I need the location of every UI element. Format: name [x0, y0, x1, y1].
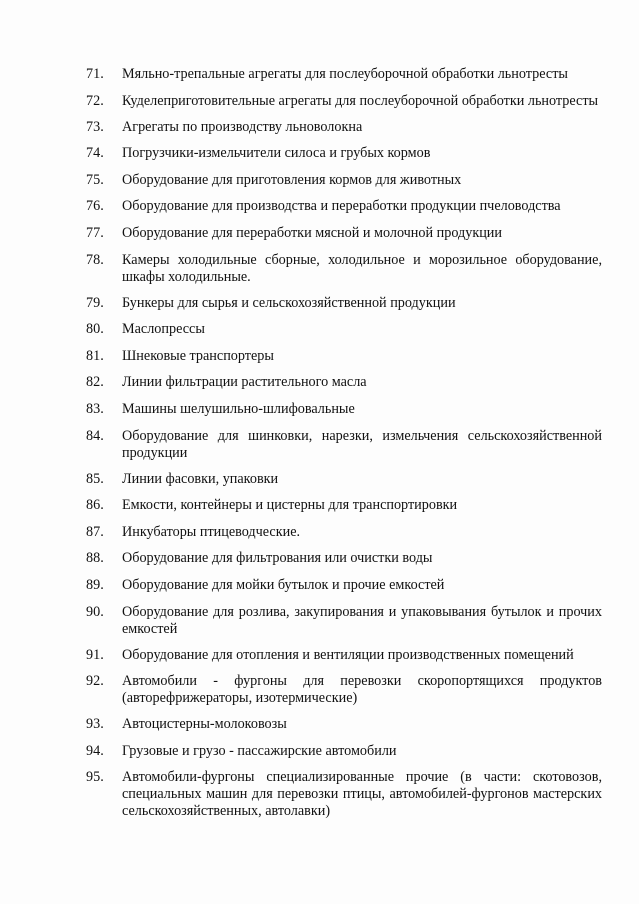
item-number: 87.	[86, 523, 104, 540]
list-item	[86, 673, 602, 707]
item-number: 74.	[86, 145, 104, 162]
item-text: Оборудование для мойки бутылок и прочие емкостей	[122, 576, 445, 593]
list-item	[86, 66, 602, 83]
list-item	[86, 295, 602, 312]
item-text: Шнековые транспортеры	[122, 347, 274, 364]
list-item	[86, 428, 602, 462]
item-number: 72.	[86, 92, 104, 109]
list-item	[86, 401, 602, 418]
list-item	[86, 374, 602, 391]
item-number: 95.	[86, 769, 104, 786]
item-number: 88.	[86, 550, 104, 567]
equipment-list	[86, 66, 602, 829]
list-item	[86, 471, 602, 488]
item-text: Погрузчики-измельчители силоса и грубых кормов	[122, 145, 431, 162]
list-item	[86, 604, 602, 638]
list-item	[86, 743, 602, 760]
item-text: Автомобили - фургоны для перевозки скоропортящихся продуктов (авторефрижераторы, изотермические)	[122, 673, 602, 707]
list-item	[86, 252, 602, 286]
item-number: 92.	[86, 673, 104, 690]
item-number: 89.	[86, 576, 104, 593]
list-item	[86, 321, 602, 338]
item-number: 94.	[86, 742, 104, 759]
item-text: Машины шелушильно-шлифовальные	[122, 400, 355, 417]
list-item	[86, 550, 602, 567]
list-item	[86, 198, 602, 215]
item-text: Автомобили-фургоны специализированные прочие (в части: скотовозов, специальных машин для перевозки птицы, автомобилей-фургонов мастерских сельскохозяйственных, автолавки)	[122, 769, 602, 820]
item-number: 93.	[86, 716, 104, 733]
item-text: Оборудование для переработки мясной и молочной продукции	[122, 224, 502, 241]
item-number: 73.	[86, 118, 104, 135]
item-text: Оборудование для производства и переработки продукции пчеловодства	[122, 198, 561, 215]
list-item	[86, 225, 602, 242]
item-text: Линии фасовки, упаковки	[122, 470, 279, 487]
item-number: 82.	[86, 374, 104, 391]
list-item	[86, 93, 602, 110]
item-number: 77.	[86, 224, 104, 241]
item-text: Маслопрессы	[122, 321, 205, 338]
list-item	[86, 348, 602, 365]
list-item	[86, 524, 602, 541]
item-text: Бункеры для сырья и сельскохозяйственной продукции	[122, 294, 456, 311]
item-text: Оборудование для отопления и вентиляции производственных помещений	[122, 646, 574, 663]
item-text: Камеры холодильные сборные, холодильное и морозильное оборудование, шкафы холодильные.	[122, 251, 602, 285]
item-text: Грузовые и грузо - пассажирские автомобили	[122, 742, 397, 759]
list-item	[86, 497, 602, 514]
item-number: 83.	[86, 400, 104, 417]
list-item	[86, 119, 602, 136]
item-text: Оборудование для розлива, закупирования и упаковывания бутылок и прочих емкостей	[122, 603, 602, 637]
item-number: 90.	[86, 603, 104, 620]
item-text: Мяльно-трепальные агрегаты для послеуборочной обработки льнотресты	[122, 66, 568, 82]
item-text: Оборудование для фильтрования или очистки воды	[122, 550, 433, 567]
item-number: 75.	[86, 171, 104, 188]
item-number: 79.	[86, 294, 104, 311]
item-number: 84.	[86, 427, 104, 444]
item-text: Емкости, контейнеры и цистерны для транспортировки	[122, 497, 458, 514]
list-item	[86, 577, 602, 594]
item-number: 76.	[86, 198, 104, 215]
item-number: 71.	[86, 66, 104, 82]
list-item	[86, 172, 602, 189]
item-text: Оборудование для приготовления кормов для животных	[122, 171, 462, 188]
item-text: Оборудование для шинковки, нарезки, измельчения сельскохозяйственной продукции	[122, 427, 602, 461]
item-text: Агрегаты по производству льноволокна	[122, 118, 363, 135]
item-number: 85.	[86, 470, 104, 487]
item-number: 81.	[86, 347, 104, 364]
item-text: Автоцистерны-молоковозы	[122, 716, 287, 733]
item-text: Инкубаторы птицеводческие.	[122, 523, 301, 540]
item-number: 86.	[86, 497, 104, 514]
list-item	[86, 716, 602, 733]
list-item	[86, 769, 602, 820]
item-text: Куделеприготовительные агрегаты для послеуборочной обработки льнотресты	[122, 92, 599, 109]
item-number: 78.	[86, 251, 104, 268]
list-item	[86, 145, 602, 162]
list-item	[86, 647, 602, 664]
item-number: 91.	[86, 646, 104, 663]
item-text: Линии фильтрации растительного масла	[122, 374, 367, 391]
item-number: 80.	[86, 321, 104, 338]
